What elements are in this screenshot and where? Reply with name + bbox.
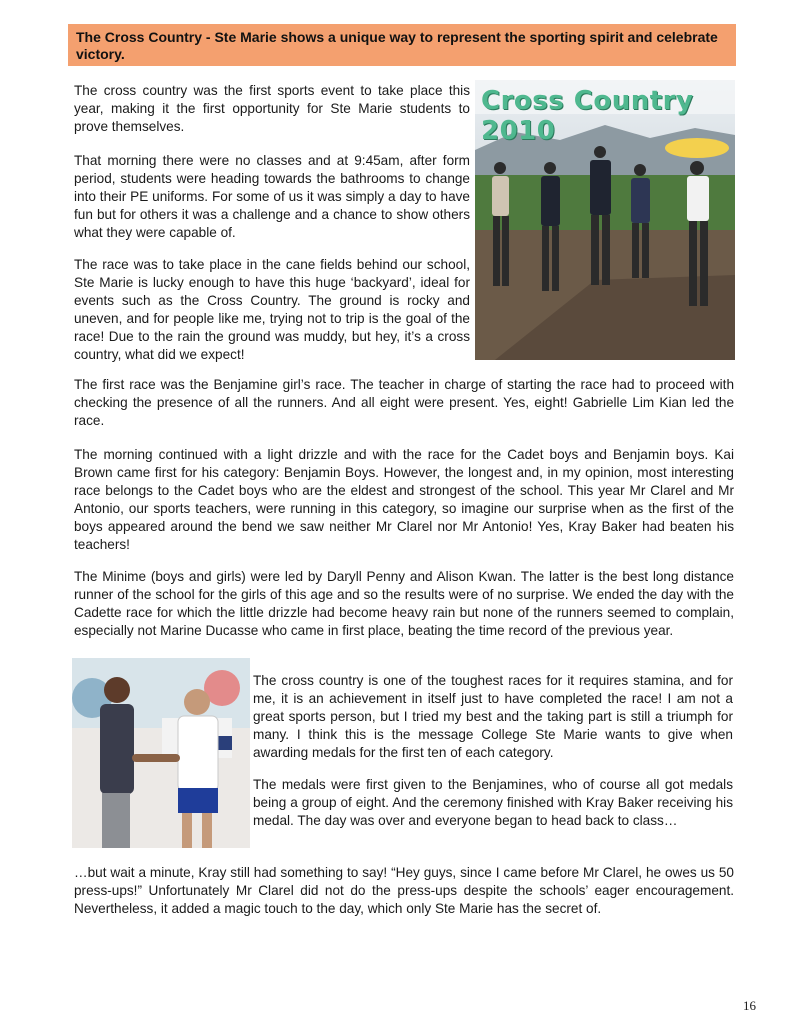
paragraph-morning: That morning there were no classes and at 9:45am, after form period, students were heading towards the bathrooms to change into their PE uniforms. For some of us it was simply a day to have fun but for others it was a challenge and a chance to show others what they were capable of. bbox=[74, 153, 470, 240]
cross-country-photo-caption: Cross Country 2010 bbox=[481, 86, 694, 146]
paragraph-intro: The cross country was the first sports event to take place this year, making it the first opportunity for Ste Marie students to prove themselves. bbox=[74, 83, 470, 134]
paragraph-press-ups: …but wait a minute, Kray still had something to say! “Hey guys, since I came before Mr Clarel, he owes us 50 press-ups!” Unfortunately Mr Clarel did not do the press-ups despite the schools’ eager encouragement. Nevertheless, it added a magic touch to the day, which only Ste Marie has the secret of. bbox=[74, 865, 734, 916]
paragraph-toughest-race: The cross country is one of the toughest races for it requires stamina, and for me, it is an achievement in itself just to have completed the race! I am not a great sports person, but I tried my best and the taking part is still a triumph for many. I think this is the message College Ste Marie wants to give when awarding medals for the first ten of each category. bbox=[253, 673, 733, 760]
medal-ceremony-photo bbox=[72, 658, 250, 848]
paragraph-medals: The medals were first given to the Benjamines, who of course all got medals being a group of eight. And the ceremony finished with Kray Baker receiving his medal. The day was over and everyone began to head back to class… bbox=[253, 777, 733, 828]
medal-ceremony-photo-graphic bbox=[72, 658, 250, 848]
article-title-banner: The Cross Country - Ste Marie shows a unique way to represent the sporting spirit and celebrate victory. bbox=[68, 24, 736, 66]
paragraph-benjamine-race: The first race was the Benjamine girl’s race. The teacher in charge of starting the race had to proceed with checking the presence of all the runners. And all eight were present. Yes, eight! Gabrielle Lim Kian led the race. bbox=[74, 377, 734, 428]
paragraph-cadet-race: The morning continued with a light drizzle and with the race for the Cadet boys and Benjamin boys. Kai Brown came first for his category: Benjamin Boys. However, the longest and, in my opinion, most interesting race belongs to the Cadet boys who are the eldest and strongest of the school. This year Mr Clarel and Mr Antonio, our sports teachers, were running in this category, so imagine our surprise when as the first of the boys appeared around the bend we saw neither Mr Clarel nor Mr Antonio! Yes, Kray Baker had beaten his teachers! bbox=[74, 447, 734, 552]
page-number: 16 bbox=[743, 998, 756, 1013]
paragraph-minime-race: The Minime (boys and girls) were led by Daryll Penny and Alison Kwan. The latter is the best long distance runner of the school for the girls of this age and so the results were of no surprise. We ended the day with the Cadette race for which the little drizzle had become heavy rain but none of the runners seemed to complain, especially not Marine Ducasse who came in first place, beating the time record of the previous year. bbox=[74, 569, 734, 638]
paragraph-race-location: The race was to take place in the cane fields behind our school, Ste Marie is lucky enough to have this huge ‘backyard’, ideal for events such as the Cross Country. The ground is rocky and uneven, and for people like me, trying not to trip is the goal of the race! Due to the rain the ground was muddy, but hey, it’s a cross country, what did we expect! bbox=[74, 257, 470, 362]
cross-country-photo bbox=[475, 80, 735, 360]
